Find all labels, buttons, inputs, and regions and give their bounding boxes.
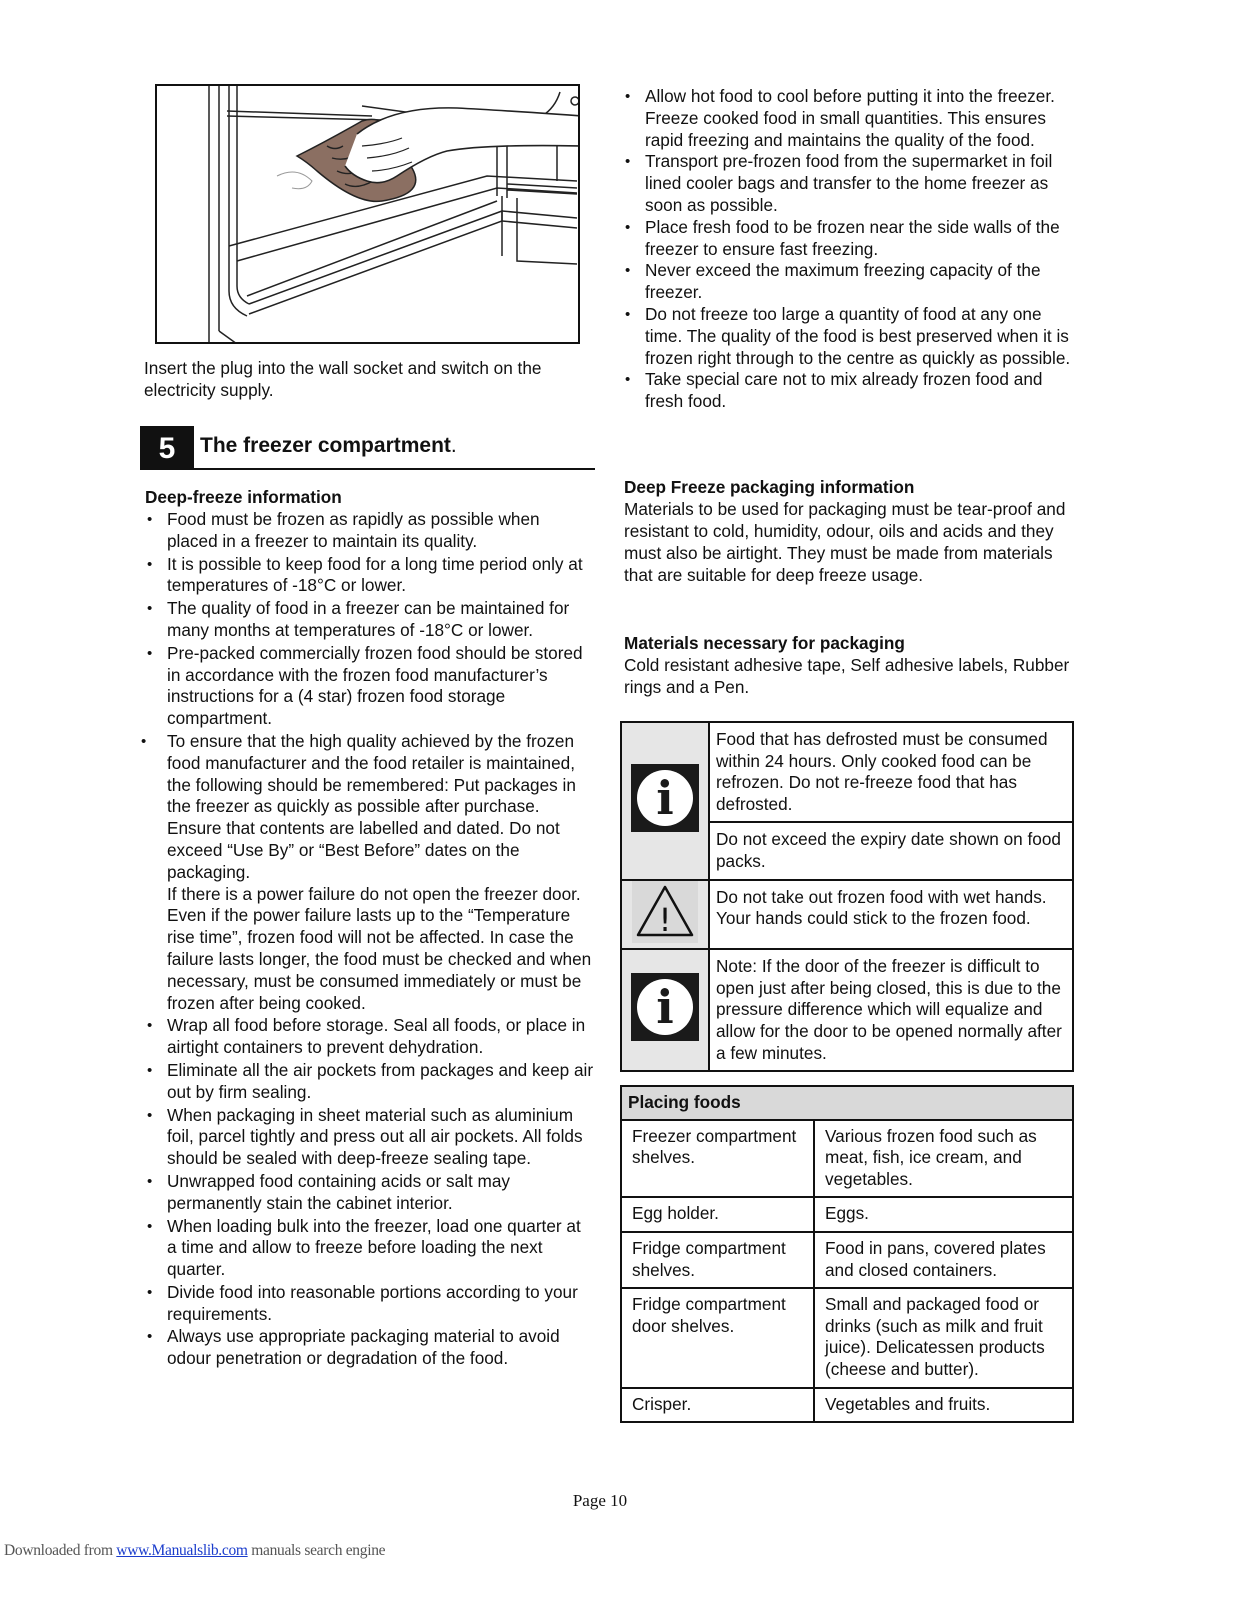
materials-heading: Materials necessary for packaging	[624, 633, 905, 653]
manualslib-link[interactable]: www.Manualslib.com	[116, 1542, 248, 1559]
packaging-info-heading: Deep Freeze packaging information	[624, 477, 915, 497]
notice-table	[620, 721, 1074, 1072]
table-row	[621, 1288, 1073, 1387]
table-cell-food: Vegetables and fruits.	[814, 1388, 1073, 1423]
list-item: • To ensure that the high quality achieved by the frozen food manufacturer and the food retailer is maintained, the following should be remembered: Put packages in the freezer as quickly as possible after purchase. Ensure that contents are labelled and dated. Do not exceed “Use By” or “Best Before” dates on the packaging.	[145, 731, 595, 884]
table-cell-food: Various frozen food such as meat, fish, ice cream, and vegetables.	[814, 1120, 1073, 1198]
table-cell-place: Egg holder.	[621, 1197, 814, 1232]
download-suffix: manuals search engine	[247, 1542, 386, 1559]
list-item: • Never exceed the maximum freezing capacity of the freezer.	[623, 260, 1073, 304]
placing-foods-table	[620, 1085, 1074, 1423]
placing-foods-header: Placing foods	[621, 1086, 1073, 1120]
list-item: • Always use appropriate packaging material to avoid odour penetration or degradation of the food.	[145, 1326, 595, 1370]
warning-icon	[632, 881, 698, 943]
info-icon-cell	[621, 722, 709, 880]
plug-instruction: Insert the plug into the wall socket and switch on the electricity supply.	[144, 358, 542, 400]
list-item: • Divide food into reasonable portions according to your requirements.	[145, 1282, 595, 1326]
table-cell-place: Fridge compartment shelves.	[621, 1232, 814, 1288]
info-icon-cell	[621, 949, 709, 1071]
table-row	[621, 1232, 1073, 1288]
freezing-tips-list	[623, 86, 1073, 413]
info-icon: i	[631, 764, 699, 832]
section-number: 5	[140, 426, 194, 468]
section-title-text: The freezer compartment	[200, 434, 451, 457]
list-item: • Take special care not to mix already frozen food and fresh food.	[623, 369, 1073, 413]
deep-freeze-list	[145, 509, 595, 1370]
table-row	[621, 1120, 1073, 1198]
list-item: • Pre-packed commercially frozen food should be stored in accordance with the frozen food manufacturer’s instructions for a (4 star) frozen food storage compartment.	[145, 643, 595, 730]
download-prefix: Downloaded from	[4, 1542, 117, 1559]
table-cell-place: Fridge compartment door shelves.	[621, 1288, 814, 1387]
notice-expiry: Do not exceed the expiry date shown on food packs.	[709, 822, 1073, 879]
page-number: Page 10	[572, 1491, 628, 1510]
notice-door: Note: If the door of the freezer is difficult to open just after being closed, this is due to the pressure difference which will equalize and allow for the door to be opened normally after a few minutes.	[709, 949, 1073, 1071]
table-cell-place: Crisper.	[621, 1388, 814, 1423]
list-item: • Unwrapped food containing acids or salt may permanently stain the cabinet interior.	[145, 1171, 595, 1215]
list-item: • Eliminate all the air pockets from packages and keep air out by firm sealing.	[145, 1060, 595, 1104]
list-item: • The quality of food in a freezer can be maintained for many months at temperatures of -18°C or lower.	[145, 598, 595, 642]
list-item: • When packaging in sheet material such as aluminium foil, parcel tightly and press out all air pockets. All folds should be sealed with deep-freeze sealing tape.	[145, 1105, 595, 1170]
download-footer	[4, 1542, 385, 1560]
materials-text: Cold resistant adhesive tape, Self adhesive labels, Rubber rings and a Pen.	[624, 655, 1070, 697]
list-item: • Wrap all food before storage. Seal all foods, or place in airtight containers to prevent dehydration.	[145, 1015, 595, 1059]
cleaning-illustration	[155, 84, 580, 344]
table-row	[621, 1197, 1073, 1232]
list-item: • Allow hot food to cool before putting it into the freezer. Freeze cooked food in small quantities. This ensures rapid freezing and maintains the quality of the food.	[623, 86, 1073, 151]
table-cell-food: Small and packaged food or drinks (such as milk and fruit juice). Delicatessen products (cheese and butter).	[814, 1288, 1073, 1387]
list-item: • It is possible to keep food for a long time period only at temperatures of -18°C or lower.	[145, 554, 595, 598]
warning-icon-cell	[621, 880, 709, 950]
list-item: • Food must be frozen as rapidly as possible when placed in a freezer to maintain its quality.	[145, 509, 595, 553]
deep-freeze-heading: Deep-freeze information	[145, 487, 342, 507]
list-item: • Do not freeze too large a quantity of food at any one time. The quality of the food is best preserved when it is frozen right through to the centre as quickly as possible.	[623, 304, 1073, 369]
svg-text:!: !	[658, 900, 672, 939]
table-cell-food: Eggs.	[814, 1197, 1073, 1232]
list-item: • Place fresh food to be frozen near the side walls of the freezer to ensure fast freezing.	[623, 217, 1073, 261]
materials-block	[624, 632, 1074, 698]
notice-defrosted: Food that has defrosted must be consumed within 24 hours. Only cooked food can be refrozen. Do not re-freeze food that has defrosted.	[709, 722, 1073, 822]
list-item: • Transport pre-frozen food from the supermarket in foil lined cooler bags and transfer to the home freezer as soon as possible.	[623, 151, 1073, 216]
info-icon: i	[631, 973, 699, 1041]
hand-wiping-shelf-image	[157, 86, 580, 344]
section-header	[140, 426, 595, 470]
table-row	[621, 1388, 1073, 1423]
section-title-suffix: .	[450, 434, 457, 457]
list-item: • When loading bulk into the freezer, load one quarter at a time and allow to freeze before loading the next quarter.	[145, 1216, 595, 1281]
power-failure-note: If there is a power failure do not open the freezer door. Even if the power failure lasts up to the “Temperature rise time”, frozen food will not be affected. In case the failure lasts longer, the food must be checked and when necessary, must be consumed immediately or must be frozen after being cooked.	[167, 883, 592, 1013]
packaging-info-block	[624, 476, 1074, 586]
table-cell-food: Food in pans, covered plates and closed containers.	[814, 1232, 1073, 1288]
notice-wet-hands: Do not take out frozen food with wet hands. Your hands could stick to the frozen food.	[709, 880, 1073, 950]
table-cell-place: Freezer compartment shelves.	[621, 1120, 814, 1198]
deep-freeze-block	[145, 486, 595, 1370]
packaging-info-text: Materials to be used for packaging must be tear-proof and resistant to cold, humidity, odour, oils and acids and they must also be airtight. They must be made from materials that are suitable for deep freeze usage.	[624, 499, 1066, 585]
section-title	[200, 434, 457, 458]
